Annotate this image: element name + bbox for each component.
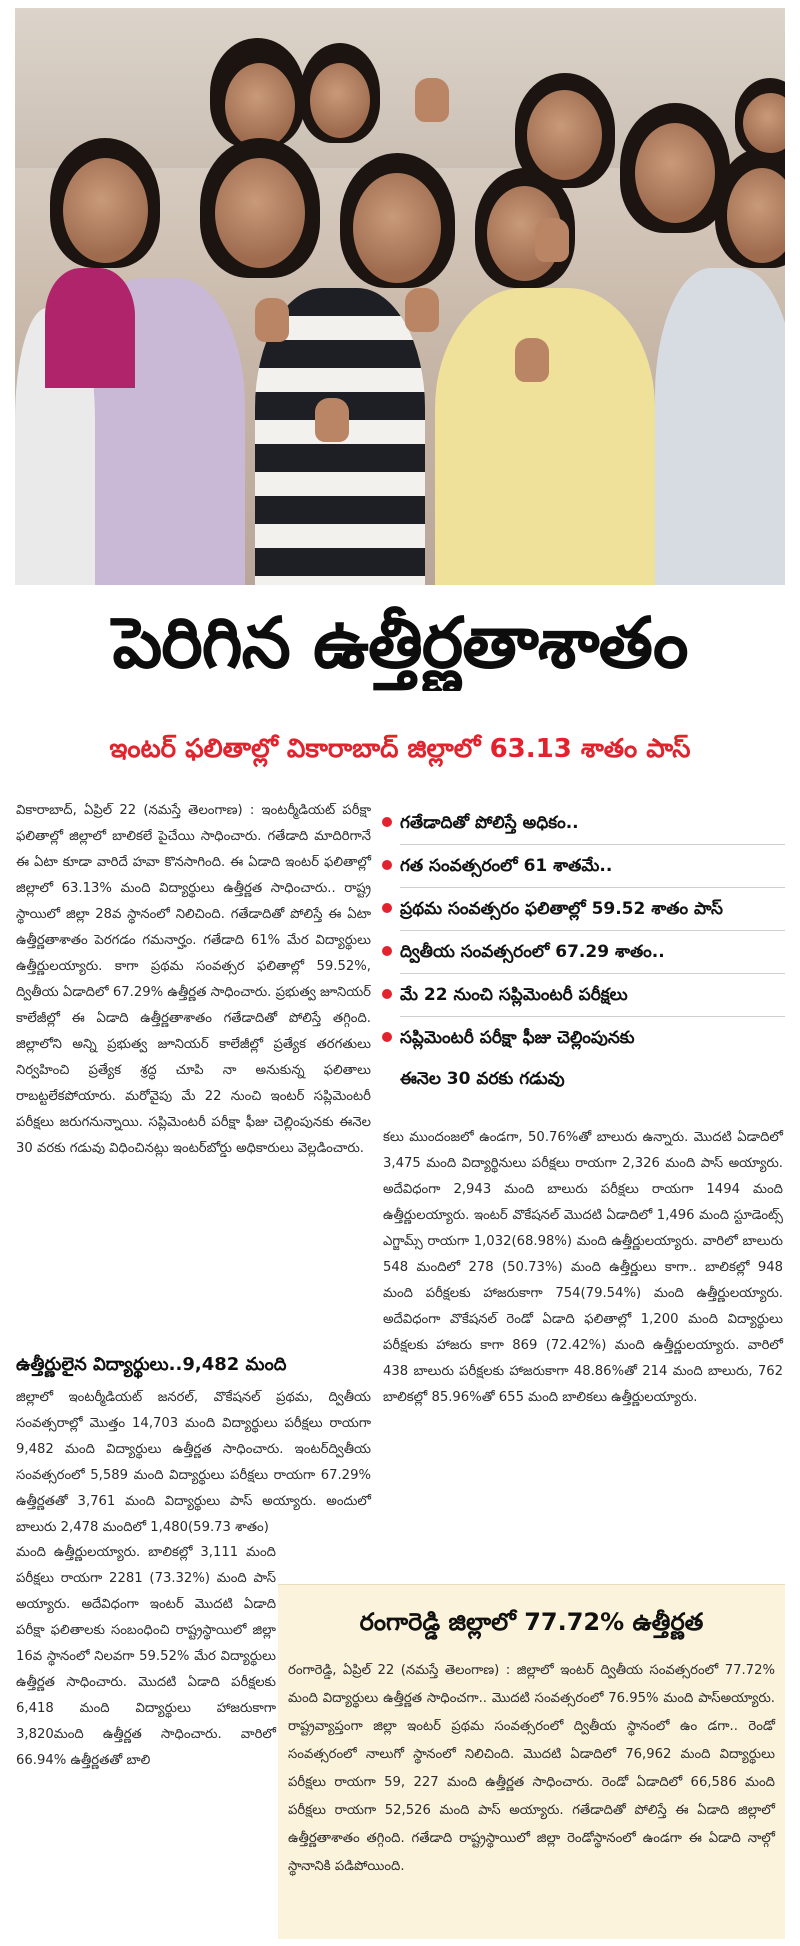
highlight-continuation: ఈనెల 30 వరకు గడువు bbox=[400, 1069, 565, 1089]
highlight-item: ద్వితీయ సంవత్సరంలో 67.29 శాతం.. bbox=[380, 931, 785, 973]
highlight-item: సప్లిమెంటరీ పరీక్షా ఫీజు చెల్లింపునకు bbox=[380, 1017, 785, 1059]
bullet-icon bbox=[382, 1032, 392, 1042]
highlight-item: గత సంవత్సరంలో 61 శాతమే.. bbox=[380, 845, 785, 887]
highlight-item: మే 22 నుంచి సప్లిమెంటరీ పరీక్షలు bbox=[380, 974, 785, 1016]
highlights-list bbox=[380, 802, 785, 1099]
box-body: రంగారెడ్డి, ఏప్రిల్ 22 (నమస్తే తెలంగాణ) : జిల్లాలో ఇంటర్ ద్వితీయ సంవత్సరంలో 77.72% మంది విద్యార్థులు ఉత్తీర్ణత సాధించగా.. మొదటి సంవత్సరంలో 76.95% మంది పాస్‌అయ్యారు. రాష్ట్రవ్యాప్తంగా జిల్లా ఇంటర్ ప్రథమ సంవత్సరంలో ద్వితీయ స్థానంలో ఉం డగా.. రెండో సంవత్సరంలో నాలుగో స్థానంలో నిలిచింది. మొదటి ఏడాదిలో 76,962 మంది విద్యార్థులు పరీక్షలు రాయగా 59, 227 మంది ఉత్తీర్ణత సాధించారు. రెండో ఏడాదిలో 66,586 మంది పరీక్షలు రాయగా 52,526 మంది పాస్ అయ్యారు. గతేడాదితో పోలిస్తే ఈ ఏడాది జిల్లాలో ఉత్తీర్ణతాశాతం తగ్గింది. గతేడాది రాష్ట్రస్థాయిలో జిల్లా రెండోస్థానంలో ఉండగా ఈ ఏడాది నాల్గో స్థానానికి పడిపోయింది. bbox=[288, 1663, 775, 1874]
article-right-column bbox=[383, 1125, 783, 1411]
headline: పెరిగిన ఉత్తీర్ణతాశాతం bbox=[112, 602, 688, 684]
students-celebration-photo bbox=[15, 8, 785, 585]
bullet-icon bbox=[382, 903, 392, 913]
highlight-item: గతేడాదితో పోలిస్తే అధికం.. bbox=[380, 802, 785, 844]
section-heading: ఉత్తీర్ణులైన విద్యార్థులు..9,482 మంది bbox=[16, 1354, 287, 1375]
bullet-icon bbox=[382, 946, 392, 956]
highlight-item: ప్రథమ సంవత్సరం ఫలితాల్లో 59.52 శాతం పాస్ bbox=[380, 888, 785, 930]
bullet-icon bbox=[382, 860, 392, 870]
bullet-icon bbox=[382, 817, 392, 827]
rangareddy-box bbox=[278, 1584, 785, 1939]
bullet-icon bbox=[382, 989, 392, 999]
right-column-text: కలు ముందంజలో ఉండగా, 50.76%తో బాలురు ఉన్నారు. మొదటి ఏడాదిలో 3,475 మంది విద్యార్థినులు పరీక్షలు రాయగా 2,326 మంది పాస్ అయ్యారు. అదేవిధంగా 2,943 మంది బాలురు పరీక్షలు రాయగా 1494 మంది ఉత్తీర్ణులయ్యారు. ఇంటర్ వొకేషనల్ మొదటి ఏడాదిలో 1,496 మంది స్టూడెంట్స్ ఎగ్జామ్స్ రాయగా 1,032(68.98%) మంది ఉత్తీర్ణులయ్యారు. వారిలో బాలురు 548 మందిలో 278 (50.73%) మంది ఉత్తీర్ణులు కాగా.. బాలికల్లో 948 మంది పరీక్షలకు హాజరుకాగా 754(79.54%) మంది ఉత్తీర్ణులయ్యారు. అదేవిధంగా వొకేషనల్ రెండో ఏడాది ఫలితాల్లో 1,200 మంది విద్యార్థులు పరీక్షలకు హాజరు కాగా 869 (72.42%) మంది ఉత్తీర్ణులయ్యారు. వారిలో 438 బాలురు పరీక్షలకు హాజరుకాగా 48.86%తో 214 మంది బాలురు, 762 బాలికల్లో 85.96%తో 655 మంది బాలికలు ఉత్తీర్ణులయ్యారు. bbox=[383, 1130, 783, 1405]
article-section-body-2 bbox=[16, 1540, 276, 1774]
box-title: రంగారెడ్డి జిల్లాలో 77.72% ఉత్తీర్ణత bbox=[359, 1608, 704, 1636]
article-section-body-1 bbox=[16, 1385, 371, 1541]
subheadline: ఇంటర్ ఫలితాల్లో వికారాబాద్ జిల్లాలో 63.13 శాతం పాస్ bbox=[109, 734, 691, 764]
section-body-1-text: జిల్లాలో ఇంటర్మీడియట్ జనరల్, వొకేషనల్ ప్రథమ, ద్వితీయ సంవత్సరాల్లో మొత్తం 14,703 మంది విద్యార్థులు పరీక్షలు రాయగా 9,482 మంది విద్యార్థులు ఉత్తీర్ణత సాధించారు. ఇంటర్‌ద్వితీయ సంవత్సరంలో 5,589 మంది విద్యార్థులు పరీక్షలు రాయగా 67.29% ఉత్తీర్ణతతో 3,761 మంది విద్యార్థులు పాస్ అయ్యారు. అందులో బాలురు 2,478 మందిలో 1,480(59.73 శాతం) bbox=[16, 1390, 371, 1535]
section-body-2-text: మంది ఉత్తీర్ణులయ్యారు. బాలికల్లో 3,111 మంది పరీక్షలు రాయగా 2281 (73.32%) మంది పాస్ అయ్యారు. అదేవిధంగా ఇంటర్ మొదటి ఏడాది పరీక్షా ఫలితాలకు సంబంధించి రాష్ట్రస్థాయిలో జిల్లా 16వ స్థానంలో నిలవగా 59.52% మేర విద్యార్థులు ఉత్తీర్ణత సాధించారు. మొదటి ఏడాది పరీక్షలకు 6,418 మంది విద్యార్థులు హాజరుకాగా 3,820మంది ఉత్తీర్ణత సాధించారు. వారిలో 66.94% ఉత్తీర్ణతతో బాలి bbox=[16, 1545, 276, 1768]
article-intro-text: వికారాబాద్, ఏప్రిల్ 22 (నమస్తే తెలంగాణ) : ఇంటర్మీడియట్ పరీక్షా ఫలితాల్లో జిల్లాలో బాలికలే పైచేయి సాధించారు. గతేడాది మాదిరిగానే ఈ ఏటా కూడా వారిదే హవా కొనసాగింది. ఈ ఏడాది ఇంటర్ ఫలితాల్లో జిల్లాలో 63.13% మంది విద్యార్థులు ఉత్తీర్ణత సాధించారు.. రాష్ట్ర స్థాయిలో జిల్లా 28వ స్థానంలో నిలిచింది. గతేడాదితో పోలిస్తే ఈ ఏటా ఉత్తీర్ణతాశాతం పెరగడం గమనార్హం. గతేడాది 61% మేర విద్యార్థులు ఉత్తీర్ణులయ్యారు. కాగా ప్రథమ సంవత్సర ఫలితాల్లో 59.52%, ద్వితీయ ఏడాదిలో 67.29% ఉత్తీర్ణత సాధించారు. ప్రభుత్వ జూనియర్ కాలేజీల్లో ఈ ఏడాది ఉత్తీర్ణతాశాతం గతేడాదితో పోలిస్తే తగ్గింది. జిల్లాలోని అన్ని ప్రభుత్వ జూనియర్ కాలేజీల్లో ప్రత్యేక తరగతులు నిర్వహించి ప్రత్యేక శ్రద్ధ చూపి నా అనుకున్న ఫలితాలు రాబట్టలేకపోయారు. మరోవైపు మే 22 నుంచి ఇంటర్ సప్లిమెంటరీ పరీక్షలు జరుగనున్నాయి. సప్లిమెంటరీ పరీక్షా ఫీజు చెల్లింపునకు ఈనెల 30 వరకు గడువు విధించినట్లు ఇంటర్‌బోర్డు అధికారులు వెల్లడించారు. bbox=[16, 803, 371, 1156]
article-intro bbox=[16, 798, 371, 1162]
